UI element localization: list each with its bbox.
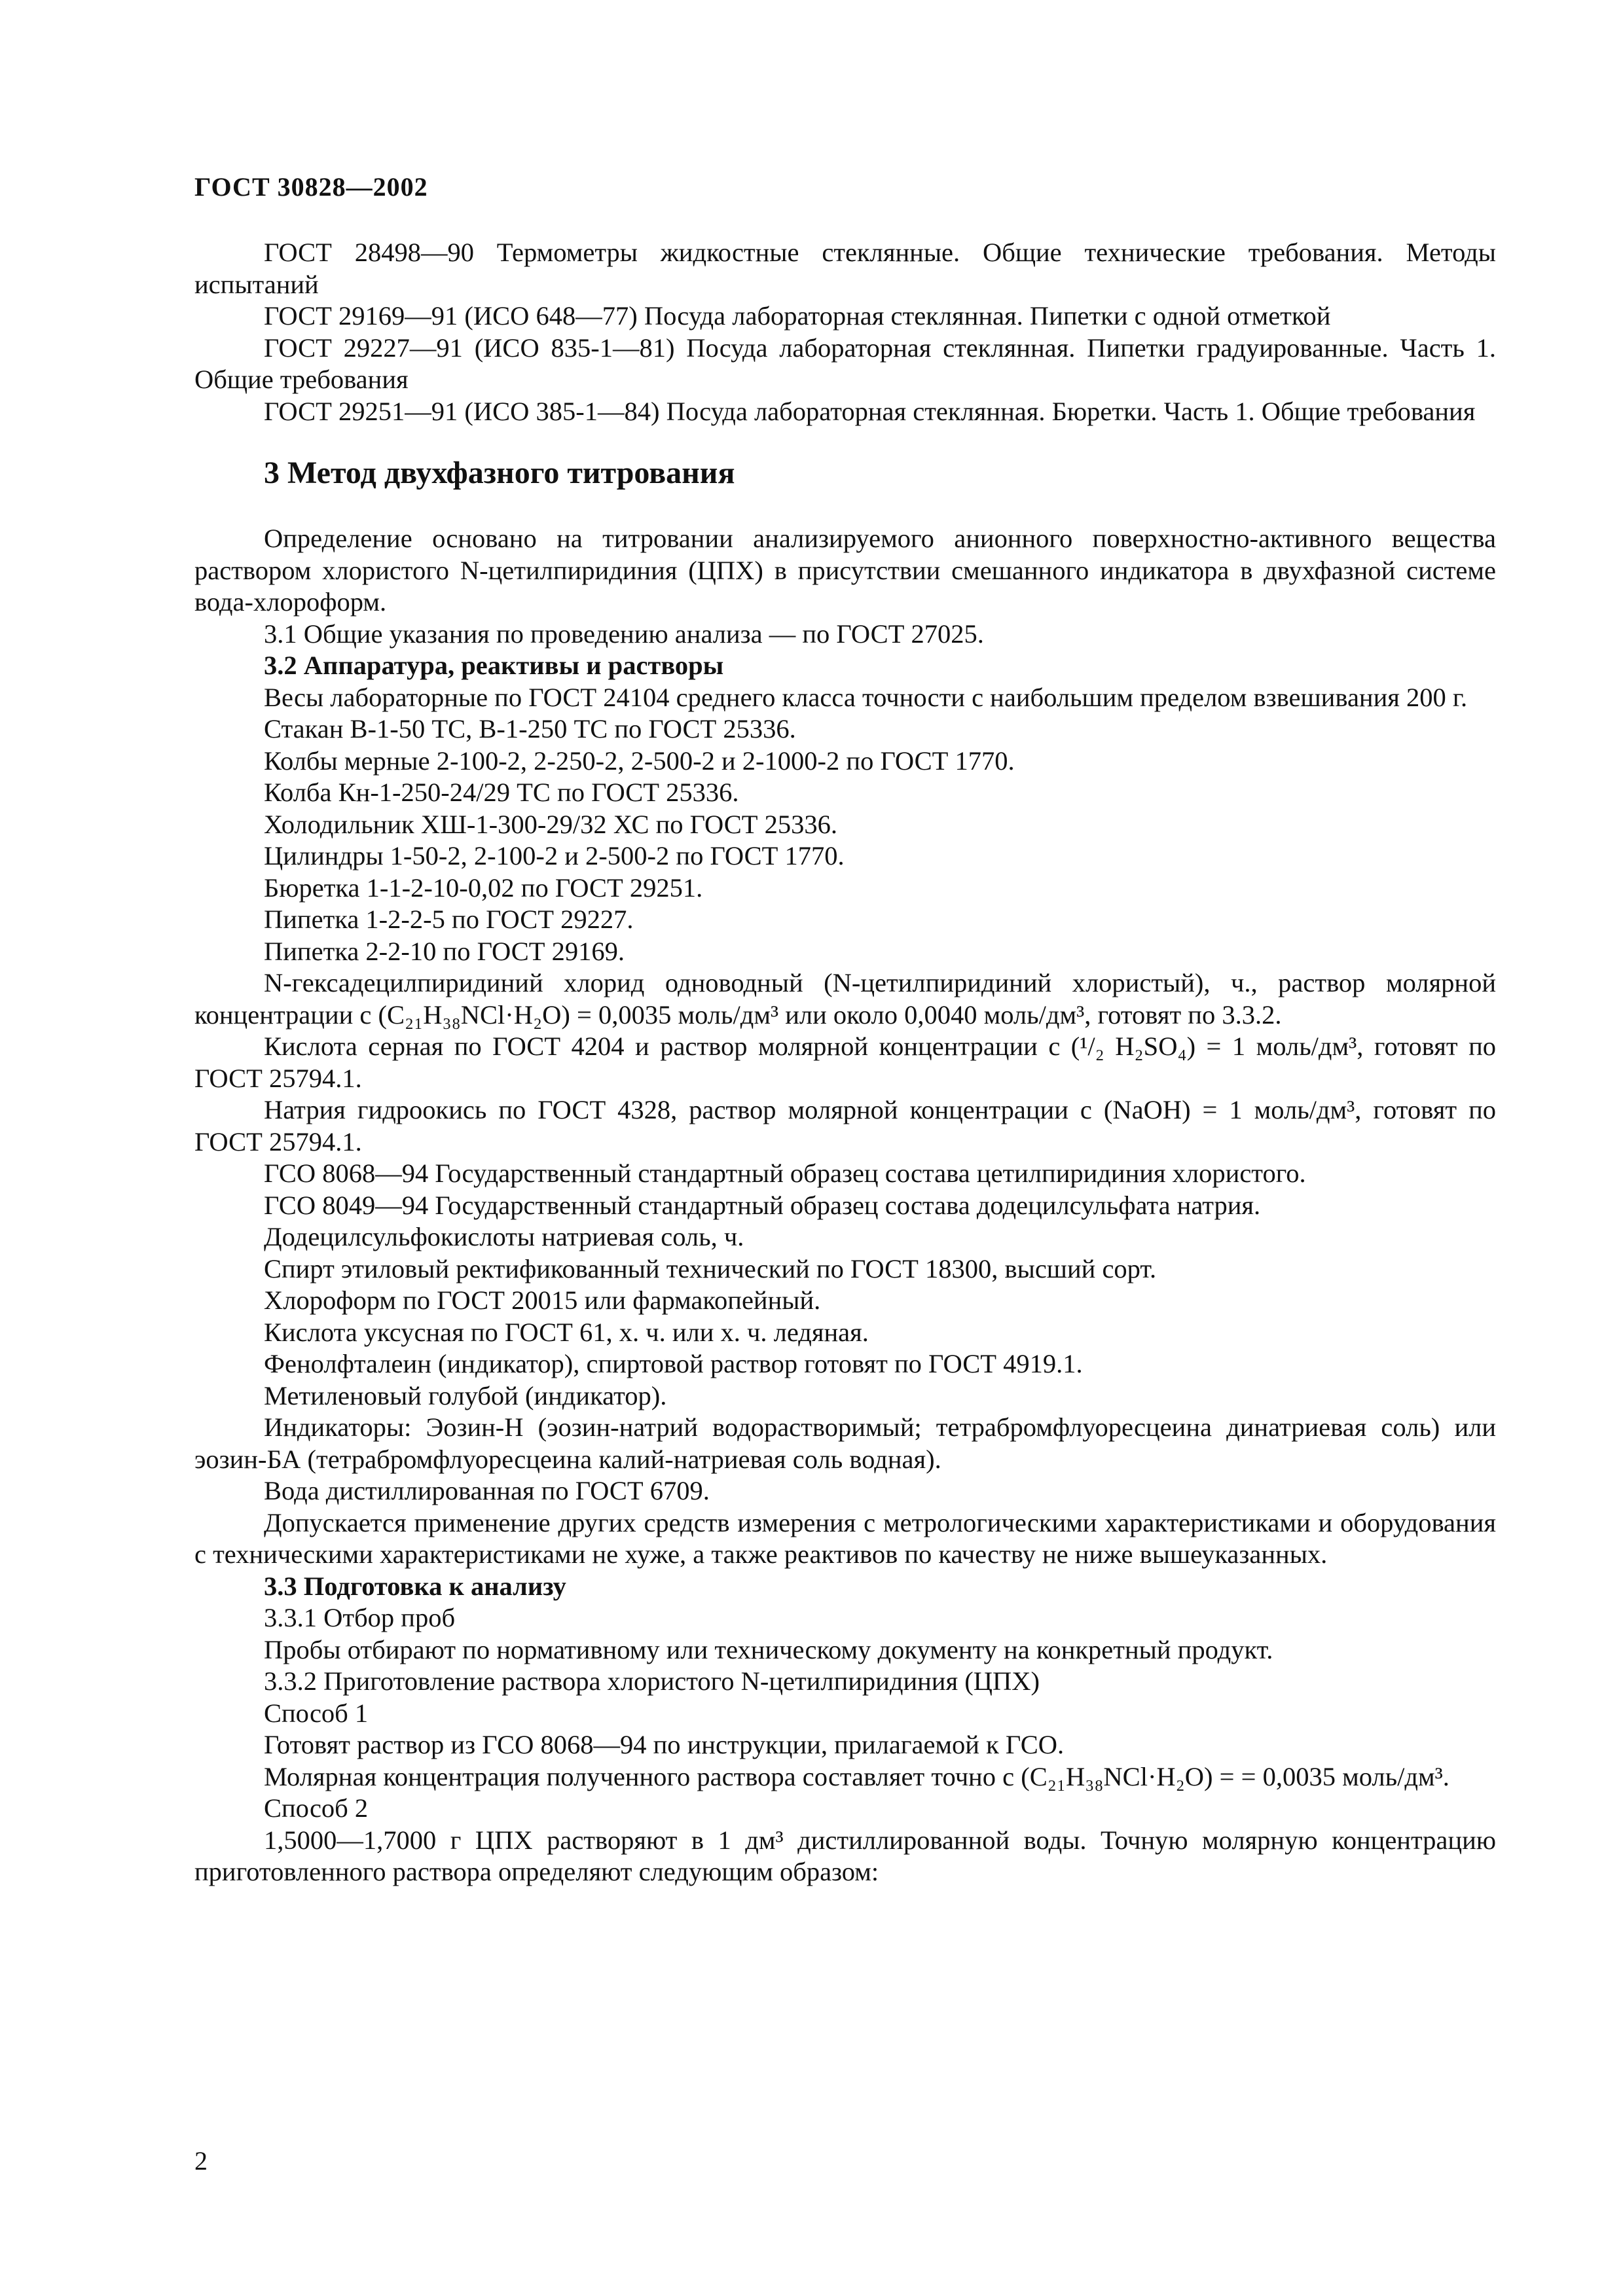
equipment-item: Холодильник ХШ-1-300-29/32 ХС по ГОСТ 25336. [264, 809, 838, 839]
equipment-item: Колбы мерные 2-100-2, 2-250-2, 2-500-2 и 2-1000-2 по ГОСТ 1770. [264, 745, 1015, 776]
reference-gost-29169: ГОСТ 29169—91 (ИСО 648—77) Посуда лабораторная стеклянная. Пипетки с одной отметкой [264, 301, 1331, 331]
clause-3-3-2-heading: 3.3.2 Приготовление раствора хлористого N-цетилпиридиния (ЦПХ) [264, 1666, 1040, 1696]
reagent-item: Натрия гидроокись по ГОСТ 4328, раствор молярной концентрации c (NaOH) = 1 моль/дм³, готовят по ГОСТ 25794.1. [194, 1095, 1496, 1157]
reagent-item: Кислота серная по ГОСТ 4204 и раствор молярной концентрации c (¹/₂ H₂SO₄) = 1 моль/дм³, готовят по ГОСТ 25794.1. [194, 1031, 1496, 1093]
sampling-text: Пробы отбирают по нормативному или техническому документу на конкретный продукт. [264, 1634, 1273, 1664]
method-1-text: Готовят раствор из ГСО 8068—94 по инструкции, прилагаемой к ГСО. [264, 1730, 1065, 1759]
reagent-item: Метиленовый голубой (индикатор). [264, 1380, 667, 1410]
clause-3-1: 3.1 Общие указания по проведению анализа — по ГОСТ 27025. [264, 619, 984, 649]
clause-3-2-heading: 3.2 Аппаратура, реактивы и растворы [264, 651, 724, 680]
reference-gost-29227: ГОСТ 29227—91 (ИСО 835-1—81) Посуда лабораторная стеклянная. Пипетки градуированные. Часть 1. Общие требования [194, 332, 1496, 394]
section-3-intro: Определение основано на титровании анализируемого анионного поверхностно-активного вещества раствором хлористого N-цетилпиридиния (ЦПХ) в присутствии смешанного индикатора в двухфазной системе вода-хлороформ. [194, 524, 1496, 617]
reagent-item: Кислота уксусная по ГОСТ 61, х. ч. или х. ч. ледяная. [264, 1317, 869, 1347]
reagent-item: Индикаторы: Эозин-Н (эозин-натрий водорастворимый; тетрабромфлуоресцеина динатриевая соль) или эозин-БА (тетрабромфлуоресцеина калий-натриевая соль водная). [194, 1412, 1496, 1474]
reagent-item: ГСО 8049—94 Государственный стандартный образец состава додецилсульфата натрия. [264, 1190, 1261, 1220]
method-1-label: Способ 1 [264, 1698, 369, 1728]
reagent-item: N-гексадецилпиридиний хлорид одноводный (N-цетилпиридиний хлористый), ч., раствор молярной концентрации c (C₂₁H₃₈NCl·H₂O) = 0,0035 моль/дм³ или около 0,0040 моль/дм³, готовят по 3.3.2. [194, 968, 1496, 1030]
equipment-item: Цилиндры 1-50-2, 2-100-2 и 2-500-2 по ГОСТ 1770. [264, 841, 845, 870]
page-body [194, 237, 1496, 1888]
reference-gost-28498: ГОСТ 28498—90 Термометры жидкостные стеклянные. Общие технические требования. Методы испытаний [194, 238, 1496, 299]
method-1-concentration: Молярная концентрация полученного раствора составляет точно c (C₂₁H₃₈NCl·H₂O) = = 0,0035 моль/дм³. [264, 1761, 1450, 1791]
reagent-item: Додецилсульфокислоты натриевая соль, ч. [264, 1222, 744, 1251]
equipment-item: Колба Кн-1-250-24/29 ТС по ГОСТ 25336. [264, 778, 739, 807]
reagent-item: Хлороформ по ГОСТ 20015 или фармакопейный. [264, 1285, 821, 1315]
reagent-item: ГСО 8068—94 Государственный стандартный образец состава цетилпиридиния хлористого. [264, 1158, 1306, 1188]
equivalents-note: Допускается применение других средств измерения с метрологическими характеристиками и оборудования с техническими характеристиками не хуже, а также реактивов по качеству не ниже вышеуказанных. [194, 1507, 1496, 1569]
section-3-heading: 3 Метод двухфазного титрования [264, 456, 735, 490]
equipment-item: Бюретка 1-1-2-10-0,02 по ГОСТ 29251. [264, 872, 703, 903]
method-2-label: Способ 2 [264, 1793, 369, 1823]
equipment-item: Пипетка 2-2-10 по ГОСТ 29169. [264, 936, 625, 966]
page-number: 2 [194, 2146, 208, 2176]
reference-gost-29251: ГОСТ 29251—91 (ИСО 385-1—84) Посуда лабораторная стеклянная. Бюретки. Часть 1. Общие требования [264, 396, 1476, 426]
method-2-text: 1,5000—1,7000 г ЦПХ растворяют в 1 дм³ дистиллированной воды. Точную молярную концентрацию приготовленного раствора определяют следующим образом: [194, 1825, 1496, 1886]
reagent-item: Фенолфталеин (индикатор), спиртовой раствор готовят по ГОСТ 4919.1. [264, 1349, 1083, 1378]
clause-3-3-heading: 3.3 Подготовка к анализу [264, 1571, 566, 1601]
clause-3-3-1-heading: 3.3.1 Отбор проб [264, 1603, 456, 1632]
reagent-item: Спирт этиловый ректификованный технический по ГОСТ 18300, высший сорт. [264, 1253, 1157, 1283]
equipment-item: Весы лабораторные по ГОСТ 24104 среднего класса точности с наибольшим пределом взвешивания 200 г. [264, 682, 1468, 712]
reagent-item: Вода дистиллированная по ГОСТ 6709. [264, 1476, 710, 1505]
document-header: ГОСТ 30828—2002 [194, 172, 428, 202]
equipment-item: Пипетка 1-2-2-5 по ГОСТ 29227. [264, 905, 634, 934]
equipment-item: Стакан В-1-50 ТС, В-1-250 ТС по ГОСТ 25336. [264, 714, 796, 744]
